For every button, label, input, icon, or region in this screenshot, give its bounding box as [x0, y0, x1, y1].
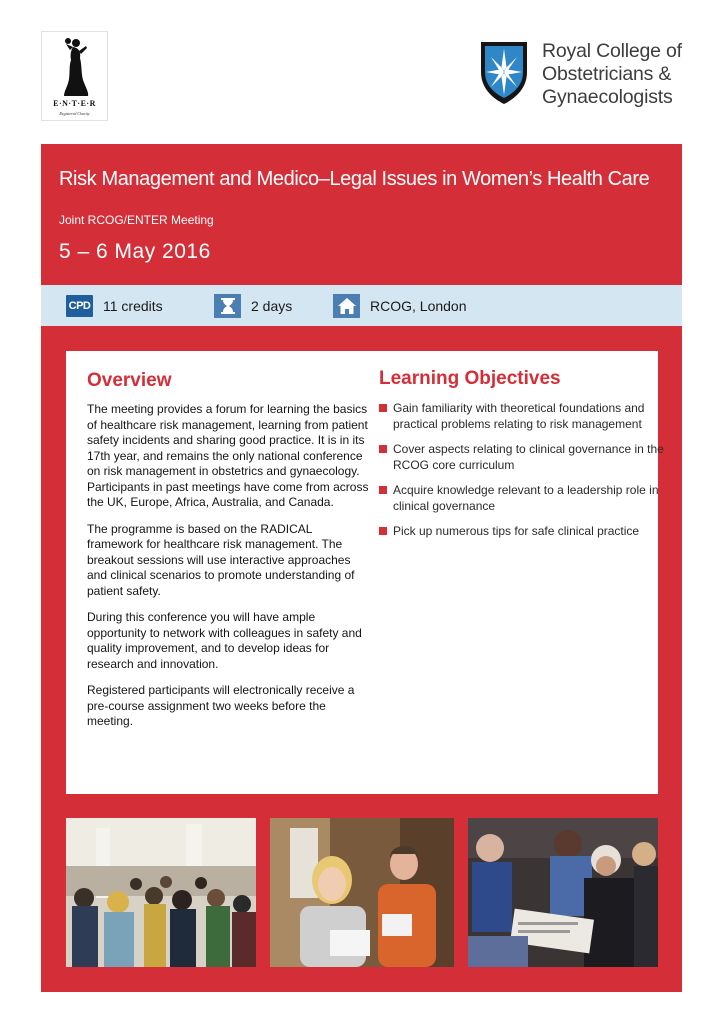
overview-paragraph: Registered participants will electronically receive a pre-course assignment two weeks before the meeting.: [87, 683, 355, 728]
rcog-name-line: Royal College of: [542, 40, 682, 62]
objectives-heading: Learning Objectives: [379, 368, 561, 389]
objective-item: [379, 400, 664, 432]
event-subtitle: Joint RCOG/ENTER Meeting: [59, 213, 214, 227]
enter-subtitle: Registered Charity: [59, 111, 90, 116]
rcog-name: [542, 40, 702, 109]
cpd-icon: CPD: [66, 295, 93, 317]
conference-hall-photo: [66, 818, 256, 967]
overview-paragraph: The meeting provides a forum for learning the basics of healthcare risk management, learning from patient safety incidents and sharing good practice. It is in its 17th year, and remains the only national conference on risk management in obstetrics and gynaecology. Participants in past meetings have come from across the UK, Europe, Africa, Australia, and Canada.: [87, 402, 369, 509]
overview-paragraph: During this conference you will have ample opportunity to network with colleagues in safety and quality improvement, and to develop ideas for research and innovation.: [87, 610, 362, 671]
delegates-reading-photo: [468, 818, 658, 967]
objectives-section: [379, 368, 664, 548]
duration-text: 2 days: [251, 297, 293, 314]
rcog-name-line: Obstetricians &: [542, 63, 672, 85]
rcog-name-line: Gynaecologists: [542, 86, 673, 108]
home-icon: [333, 294, 360, 318]
rcog-logo: [478, 40, 698, 112]
hourglass-icon: [214, 294, 241, 318]
networking-photo: [270, 818, 454, 967]
credits-info: [66, 285, 163, 326]
objective-text: Cover aspects relating to clinical governance in the RCOG core curriculum: [393, 442, 664, 472]
objective-text: Gain familiarity with theoretical foundations and practical problems relating to risk management: [393, 401, 645, 431]
bullet-square-icon: [379, 527, 387, 535]
enter-figure-icon: [56, 36, 94, 98]
bullet-square-icon: [379, 486, 387, 494]
info-bar: [41, 285, 682, 326]
event-title: Risk Management and Medico–Legal Issues in Women’s Health Care: [59, 168, 650, 190]
duration-info: [214, 285, 292, 326]
objective-item: [379, 523, 664, 539]
credits-text: 11 credits: [103, 297, 163, 314]
enter-logo: [41, 31, 108, 121]
bullet-square-icon: [379, 404, 387, 412]
objective-text: Pick up numerous tips for safe clinical practice: [393, 524, 640, 538]
bullet-square-icon: [379, 445, 387, 453]
objective-text: Acquire knowledge relevant to a leadership role in clinical governance: [393, 483, 659, 513]
event-panel: [41, 144, 682, 992]
location-info: [333, 285, 467, 326]
rcog-shield-icon: [478, 40, 530, 106]
objective-item: [379, 441, 664, 473]
event-date: 5 – 6 May 2016: [59, 240, 211, 263]
overview-section: [87, 370, 369, 741]
objectives-list: [379, 400, 664, 539]
content-box: [66, 351, 664, 794]
enter-wordmark: E·N·T·E·R: [53, 99, 96, 108]
overview-heading: Overview: [87, 370, 172, 391]
overview-paragraph: The programme is based on the RADICAL framework for healthcare risk management. The breakout sessions will use interactive approaches and clinical scenarios to promote understanding of patient safety.: [87, 521, 355, 598]
location-text: RCOG, London: [370, 297, 467, 314]
objective-item: [379, 482, 664, 514]
